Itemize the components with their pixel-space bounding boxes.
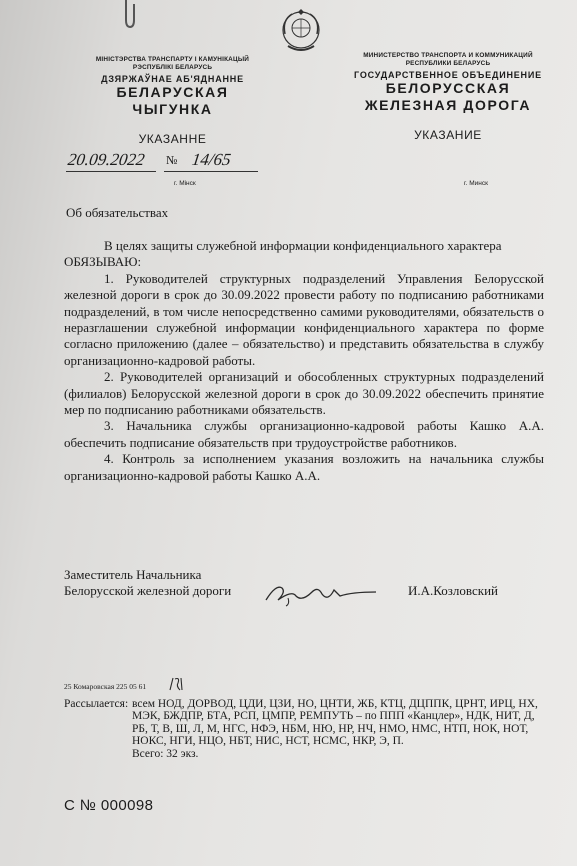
distribution-total: Всего: 32 экз. <box>132 748 199 760</box>
ministry-line-1: МИНИСТЕРСТВО ТРАНСПОРТА И КОММУНИКАЦИЙ <box>363 52 533 59</box>
oblige-heading: ОБЯЗЫВАЮ: <box>64 254 142 270</box>
body-item: 1. Руководителей структурных подразделений Управления Белорусской железной дороги в срок до 30.09.2022 провести работу по подписанию работниками подразделений, в том числе непосредственно самими руководителями, обязательств о неразглашении служебной информации конфиденциального характера по форме согласно приложению (далее – обязательство) и представить обязательства в службу организационно-кадровой работы. <box>64 270 544 368</box>
executor-handwritten-mark <box>168 676 184 696</box>
header-right <box>348 52 548 142</box>
paperclip-icon <box>118 0 140 30</box>
intro-paragraph: В целях защиты служебной информации конфиденциального характера <box>104 238 502 253</box>
number-underline <box>164 171 258 172</box>
ministry-line-2: РЕСПУБЛИКИ БЕЛАРУСЬ <box>405 60 491 67</box>
distribution-label: Рассылается: <box>64 698 129 710</box>
body-item: 4. Контроль за исполнением указания возложить на начальника службы организационно-кадровой работы Кашко А.А. <box>64 451 544 483</box>
state-emblem-icon <box>278 8 324 56</box>
railway-name-line-1: БЕЛАРУСКАЯ <box>116 84 229 100</box>
document-type: УКАЗАНИЕ <box>414 128 482 142</box>
ministry-line-1: МІНІСТЭРСТВА ТРАНСПАРТУ І КАМУНІКАЦЫЙ <box>95 56 250 63</box>
railway-name-line-2: ЧЫГУНКА <box>132 101 213 117</box>
railway-name-line-1: БЕЛОРУССКАЯ <box>385 80 511 96</box>
city-left: г. Мінск <box>174 180 196 187</box>
header-left <box>80 56 265 146</box>
executor-line: 25 Комаровская 225 05 61 <box>64 682 147 691</box>
form-serial-number: С № 000098 <box>64 797 154 814</box>
document-body <box>64 238 544 484</box>
railway-name-line-2: ЖЕЛЕЗНАЯ ДОРОГА <box>364 97 532 113</box>
handwritten-signature <box>262 578 380 608</box>
signatory-position <box>64 567 231 599</box>
signatory-name: И.А.Козловский <box>408 583 498 598</box>
association-name: ДЗЯРЖАЎНАЕ АБ'ЯДНАННЕ <box>101 74 244 84</box>
association-name: ГОСУДАРСТВЕННОЕ ОБЪЕДИНЕНИЕ <box>354 70 542 80</box>
number-sign: № <box>166 153 178 167</box>
registration-date: 20.09.2022 <box>66 150 146 169</box>
body-item: 2. Руководителей организаций и обособленных структурных подразделений (филиалов) Белорусской железной дороги в срок до 30.09.2022 обеспечить принятие мер по подписанию работниками обязательств. <box>64 369 544 418</box>
document-type: УКАЗАННЕ <box>138 132 207 146</box>
date-underline <box>66 171 156 172</box>
document-subject: Об обязательствах <box>66 205 169 220</box>
distribution-recipients: всем НОД, ДОРВОД, ЦДИ, ЦЗИ, НО, ЦНТИ, ЖБ, КТЦ, ДЦППК, ЦРНТ, ИРЦ, НХ, МЭК, БЖДПР, БТА, РСП, ЦМПР, РЕМПУТЬ – по ППП «Канцлер», НДК, НИТ, Д, РБ, Т, В, Ш, Л, М, НГС, НФЭ, НБМ, НЮ, НР, НЧ, НМО, НМС, НТП, НОК, НОТ, НОКС, НГИ, НЦО, НБТ, НИС, НСТ, НСМС, НКР, Э, П. <box>132 698 538 748</box>
city-right: г. Минск <box>464 180 488 187</box>
position-line-2: Белорусской железной дороги <box>64 583 232 598</box>
registration-number: 14/65 <box>190 150 233 169</box>
body-item: 3. Начальника службы организационно-кадровой работы Кашко А.А. обеспечить подписание обязательств при трудоустройстве работников. <box>64 418 544 450</box>
ministry-line-2: РЭСПУБЛІКІ БЕЛАРУСЬ <box>132 64 213 71</box>
position-line-1: Заместитель Начальника <box>64 567 202 582</box>
